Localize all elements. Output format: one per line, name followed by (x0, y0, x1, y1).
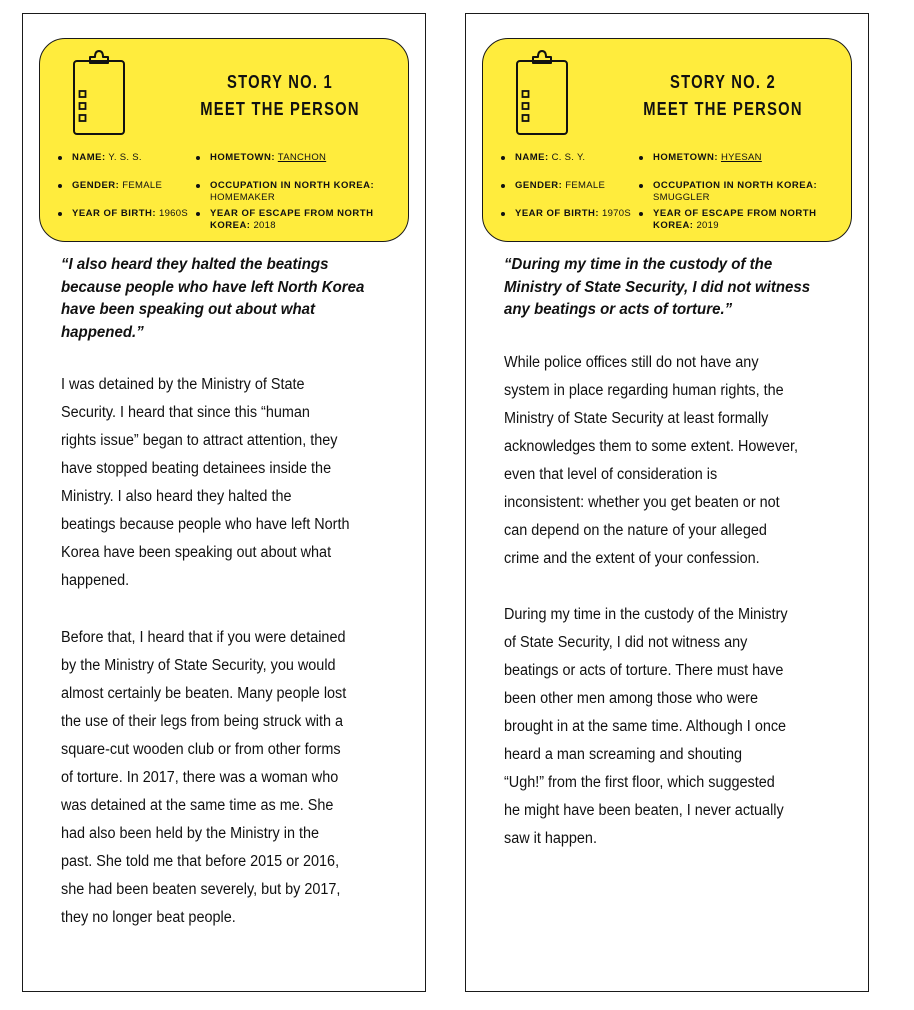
fact-value: 2019 (696, 220, 719, 231)
fact-value: C. S. Y. (551, 152, 586, 163)
story-paragraph: During my time in the custody of the Ministry of State Security, I did not witness any beatings or acts of torture. There must have been other men among those who were brought in at the same time. Although I once heard a man screaming and shouting “Ugh!” from the first floor, which suggested he might have been beaten, I never actually saw it happen. (504, 606, 788, 847)
fact-value: SMUGGLER (653, 192, 710, 203)
hometown-link[interactable]: HYESAN (720, 152, 762, 163)
fact-label: HOMETOWN: (653, 152, 719, 163)
fact-hometown (637, 152, 849, 164)
fact-label: OCCUPATION IN NORTH KOREA: (210, 180, 375, 191)
hometown-link[interactable]: TANCHON (277, 152, 327, 163)
pull-quote: “I also heard they halted the beatings because people who have left North Korea have been speaking out about what happened.” (61, 256, 365, 341)
story-title (198, 69, 362, 123)
story-title (641, 69, 805, 123)
person-facts (56, 149, 406, 239)
fact-value: 1960S (159, 208, 188, 219)
fact-escape-year (194, 208, 406, 232)
fact-label: GENDER: (515, 180, 563, 191)
story-number: STORY NO. 2 (670, 72, 776, 92)
fact-birth-year (56, 208, 196, 220)
fact-label: NAME: (515, 152, 549, 163)
fact-label: HOMETOWN: (210, 152, 276, 163)
story-paragraph: Before that, I heard that if you were detained by the Ministry of State Security, you would almost certainly be beaten. Many people lost the use of their legs from being struck with a square-cut wooden club or from other forms of torture. In 2017, there was a woman who was detained at the same time as me. She had also been held by the Ministry in the past. She told me that before 2015 or 2016, she had been beaten severely, but by 2017, they no longer beat people. (61, 629, 347, 926)
fact-value: 1970S (602, 208, 631, 219)
fact-birth-year (499, 208, 639, 220)
fact-value: FEMALE (122, 180, 163, 191)
fact-hometown (194, 152, 406, 164)
fact-label: YEAR OF BIRTH: (72, 208, 157, 219)
story-card-2 (465, 13, 869, 992)
fact-value: 2018 (253, 220, 276, 231)
clipboard-icon (514, 49, 570, 137)
fact-label: GENDER: (72, 180, 120, 191)
fact-label: YEAR OF ESCAPE FROM NORTH KOREA: (653, 208, 817, 231)
profile-panel (39, 38, 409, 242)
fact-label: NAME: (72, 152, 106, 163)
fact-name (499, 152, 639, 164)
fact-occupation (194, 180, 406, 204)
fact-value: HOMEMAKER (210, 192, 275, 203)
fact-label: YEAR OF BIRTH: (515, 208, 600, 219)
fact-value: Y. S. S. (108, 152, 142, 163)
story-paragraph: I was detained by the Ministry of State Security. I heard that since this “human rights issue” began to attract attention, they have stopped beating detainees inside the Ministry. I also heard they halted the beatings because people who have left North Korea have been speaking out about what happened. (61, 376, 350, 589)
person-facts (499, 149, 849, 239)
story-subtitle: MEET THE PERSON (643, 99, 803, 119)
fact-label: OCCUPATION IN NORTH KOREA: (653, 180, 818, 191)
pull-quote: “During my time in the custody of the Ministry of State Security, I did not witness any beatings or acts of torture.” (504, 256, 811, 318)
story-card-1 (22, 13, 426, 992)
fact-name (56, 152, 196, 164)
fact-gender (499, 180, 639, 192)
fact-label: YEAR OF ESCAPE FROM NORTH KOREA: (210, 208, 374, 231)
fact-value: FEMALE (565, 180, 606, 191)
story-paragraph: While police offices still do not have any system in place regarding human rights, the Ministry of State Security at least formally acknowledges them to some extent. However, even that level of consideration is inconsistent: whether you get beaten or not can depend on the nature of your alleged crime and the extent of your confession. (504, 354, 799, 567)
story-number: STORY NO. 1 (227, 72, 333, 92)
clipboard-icon (71, 49, 127, 137)
fact-gender (56, 180, 196, 192)
fact-occupation (637, 180, 849, 204)
fact-escape-year (637, 208, 849, 232)
story-subtitle: MEET THE PERSON (200, 99, 360, 119)
profile-panel (482, 38, 852, 242)
